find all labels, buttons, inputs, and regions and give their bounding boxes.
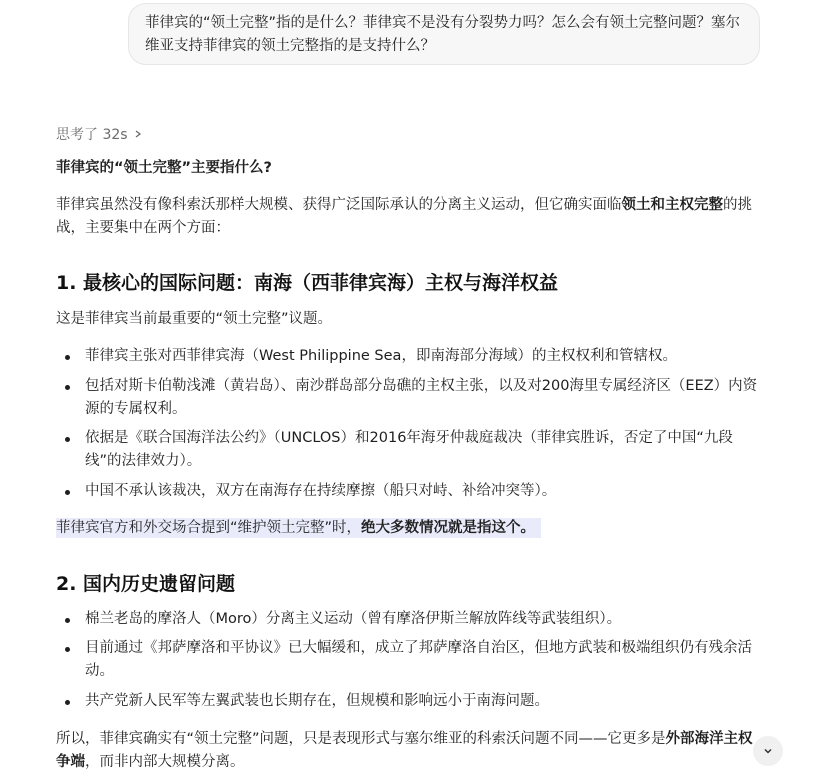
section1-heading: 1. 最核心的国际问题：南海（西菲律宾海）主权与海洋权益 <box>56 272 559 294</box>
list-item-text: 共产党新人民军等左翼武装也长期存在，但规模和影响远小于南海问题。 <box>85 693 549 709</box>
list-item <box>85 345 765 368</box>
bullet-icon <box>65 490 70 495</box>
bullet-icon <box>65 700 70 705</box>
list-item-text: 菲律宾主张对西菲律宾海（West Philippine Sea，即南海部分海域）的主权权利和管辖权。 <box>85 348 677 364</box>
chevron-right-icon <box>134 130 142 138</box>
list-item-text: 包括对斯卡伯勒浅滩（黄岩岛）、南沙群岛部分岛礁的主权主张，以及对200海里专属经济区（EEZ）内资源的专属权利。 <box>85 378 758 417</box>
intro-text-b: 的挑战，主要集中在两个方面： <box>56 197 752 236</box>
conclusion-text: 菲律宾官方和外交场合提到“维护领土完整”时， <box>56 520 362 536</box>
summary-text-a: 所以，菲律宾确实有“领土完整”问题，只是表现形式与塞尔维亚的科索沃问题不同——它更多是 <box>56 731 666 747</box>
user-message-text: 菲律宾的“领土完整”指的是什么？菲律宾不是没有分裂势力吗？怎么会有领土完整问题？塞尔维亚支持菲律宾的领土完整指的是支持什么？ <box>145 15 741 54</box>
list-item <box>85 480 765 503</box>
bullet-icon <box>65 437 70 442</box>
thinking-toggle[interactable] <box>56 124 142 144</box>
summary-bold: 外部海洋主权争端 <box>56 731 753 770</box>
list-item-text: 棉兰老岛的摩洛人（Moro）分离主义运动（曾有摩洛伊斯兰解放阵线等武装组织）。 <box>85 611 622 627</box>
list-item-text: 依据是《联合国海洋法公约》（UNCLOS）和2016年海牙仲裁庭裁决（菲律宾胜诉，否定了中国“九段线”的法律效力）。 <box>85 430 733 469</box>
chevron-down-icon <box>763 746 773 756</box>
thinking-label: 思考了 32s <box>56 127 128 143</box>
list-item <box>85 608 765 631</box>
bullet-icon <box>65 618 70 623</box>
intro-paragraph <box>56 194 756 240</box>
list-item <box>85 375 765 421</box>
list-item <box>85 637 765 683</box>
section2-heading: 2. 国内历史遗留问题 <box>56 573 236 595</box>
section1-lead: 这是菲律宾当前最重要的“领土完整”议题。 <box>56 311 333 327</box>
question-title: 菲律宾的“领土完整”主要指什么? <box>56 160 272 176</box>
bullet-icon <box>65 355 70 360</box>
list-item <box>85 690 765 713</box>
intro-bold: 领土和主权完整 <box>621 197 723 213</box>
list-item-text: 目前通过《邦萨摩洛和平协议》已大幅缓和，成立了邦萨摩洛自治区，但地方武装和极端组织仍有残余活动。 <box>85 640 752 679</box>
list-item-text: 中国不承认该裁决，双方在南海存在持续摩擦（船只对峙、补给冲突等）。 <box>85 483 557 499</box>
section1-conclusion <box>56 517 756 540</box>
bullet-icon <box>65 647 70 652</box>
list-item <box>85 427 765 473</box>
bullet-icon <box>65 385 70 390</box>
intro-text-a: 菲律宾虽然没有像科索沃那样大规模、获得广泛国际承认的分离主义运动，但它确实面临 <box>56 197 622 213</box>
summary-text-b: ，而非内部大规模分离。 <box>85 754 245 770</box>
conclusion-bold: 绝大多数情况就是指这个。 <box>361 520 536 536</box>
summary-paragraph <box>56 728 756 774</box>
scroll-down-button[interactable] <box>753 736 783 766</box>
user-message-bubble <box>128 3 760 65</box>
